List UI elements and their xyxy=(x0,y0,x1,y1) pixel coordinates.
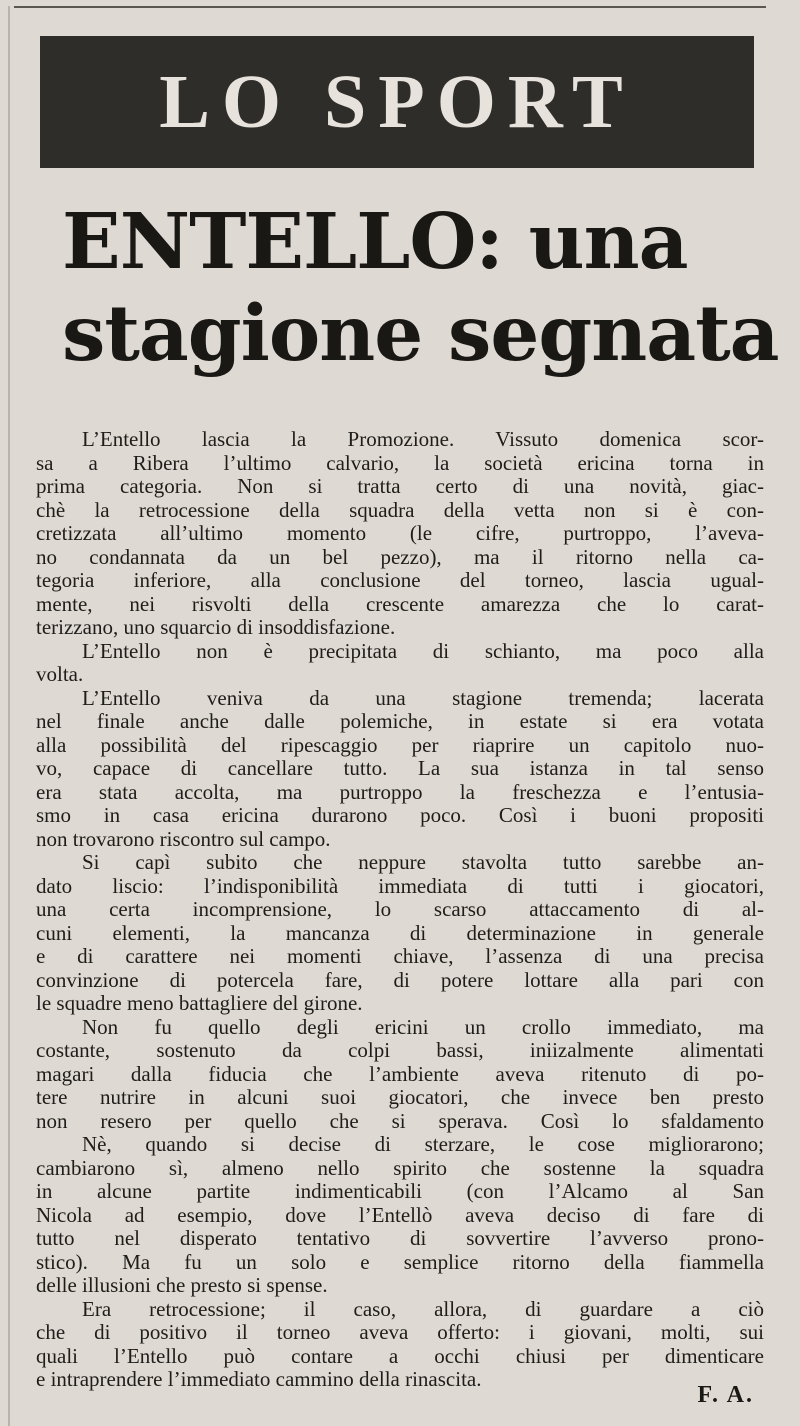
article-line: cuni elementi, la mancanza di determinazione in generale xyxy=(36,920,764,945)
article-line: una certa incomprensione, lo scarso attaccamento di al- xyxy=(36,897,764,921)
section-title: LO SPORT xyxy=(159,59,635,144)
article-line: nel finale anche dalle polemiche, in estate si era votata xyxy=(36,709,764,733)
article-line: tutto nel disperato tentativo di sovvertire l’avverso prono- xyxy=(36,1226,764,1250)
article-line: che di positivo il torneo aveva offerto: i giovani, molti, sui xyxy=(36,1320,764,1344)
author-signature: F. A. xyxy=(697,1382,754,1408)
article-line: vo, capace di cancellare tutto. La sua istanza in tal senso xyxy=(36,756,764,780)
article-line: dato liscio: l’indisponibilità immediata di tutti i giocatori, xyxy=(36,873,764,898)
article-line: prima categoria. Non si tratta certo di una novità, giac- xyxy=(36,474,764,498)
article-line: chè la retrocessione della squadra della vetta non si è con- xyxy=(36,497,764,522)
article-line: Non fu quello degli ericini un crollo immediato, ma xyxy=(82,1014,764,1039)
article-line: non resero per quello che si sperava. Così lo sfaldamento xyxy=(36,1108,764,1133)
article-line: le squadre meno battagliere del girone. xyxy=(36,991,363,1015)
article-line: tere nutrire in alcuni suoi giocatori, che invece ben presto xyxy=(36,1085,764,1109)
page-top-rule xyxy=(14,6,766,8)
article-line: Nicola ad esempio, dove l’Entellò aveva deciso di fare di xyxy=(36,1202,764,1227)
article-line: magari dalla fiducia che l’ambiente aveva ritenuto di po- xyxy=(36,1061,764,1086)
article-line: in alcune partite indimenticabili (con l’Alcamo al San xyxy=(36,1179,764,1203)
article-line: costante, sostenuto da colpi bassi, iniizalmente alimentati xyxy=(36,1038,764,1062)
article-line: smo in casa ericina durarono poco. Così i buoni propositi xyxy=(36,803,764,827)
article-line: sa a Ribera l’ultimo calvario, la società ericina torna in xyxy=(36,450,764,475)
article-line: Si capì subito che neppure stavolta tutto sarebbe an- xyxy=(82,850,764,874)
page-left-edge xyxy=(8,6,10,1426)
article-line: Nè, quando si decise di sterzare, le cose migliorarono; xyxy=(82,1132,764,1156)
article-line: stico). Ma fu un solo e semplice ritorno della fiammella xyxy=(36,1249,764,1274)
article-line: L’Entello veniva da una stagione tremenda; lacerata xyxy=(82,685,764,710)
article-line: e di carattere nei momenti chiave, l’assenza di una precisa xyxy=(36,944,764,968)
article-line: e intraprendere l’immediato cammino della rinascita. xyxy=(36,1367,482,1391)
article-line: alla possibilità del ripescaggio per riaprire un capitolo nuo- xyxy=(36,732,764,757)
headline-line-1: ENTELLO: una xyxy=(62,197,688,287)
article-line: era stata accolta, ma purtroppo la freschezza e l’entusia- xyxy=(36,779,764,804)
article-line: delle illusioni che presto si spense. xyxy=(36,1273,328,1297)
article-line: mente, nei risvolti della crescente amarezza che lo carat- xyxy=(36,591,764,616)
article-line: L’Entello lascia la Promozione. Vissuto domenica scor- xyxy=(82,427,764,451)
article-line: non trovarono riscontro sul campo. xyxy=(36,826,331,851)
article-line: volta. xyxy=(36,662,84,686)
article-headline xyxy=(62,196,779,380)
article-line: no condannata da un bel pezzo), ma il ritorno nella ca- xyxy=(36,544,764,569)
article-line: Era retrocessione; il caso, allora, di guardare a ciò xyxy=(82,1296,764,1321)
article-line: tegoria inferiore, alla conclusione del torneo, lascia ugual- xyxy=(36,568,764,592)
article-line: terizzano, uno squarcio di insoddisfazione. xyxy=(36,615,396,639)
article-body xyxy=(36,428,764,1392)
article-line: quali l’Entello può contare a occhi chiusi per dimenticare xyxy=(36,1343,764,1368)
article-line: cretizzata all’ultimo momento (le cifre, purtroppo, l’aveva- xyxy=(36,521,764,545)
section-banner xyxy=(40,36,754,168)
article-line: convinzione di potercela fare, di potere lottare alla pari con xyxy=(36,967,764,992)
article-line: L’Entello non è precipitata di schianto, ma poco alla xyxy=(82,638,764,663)
headline-line-2: stagione segnata xyxy=(62,289,779,379)
article-line: cambiarono sì, almeno nello spirito che sostenne la squadra xyxy=(36,1155,764,1180)
